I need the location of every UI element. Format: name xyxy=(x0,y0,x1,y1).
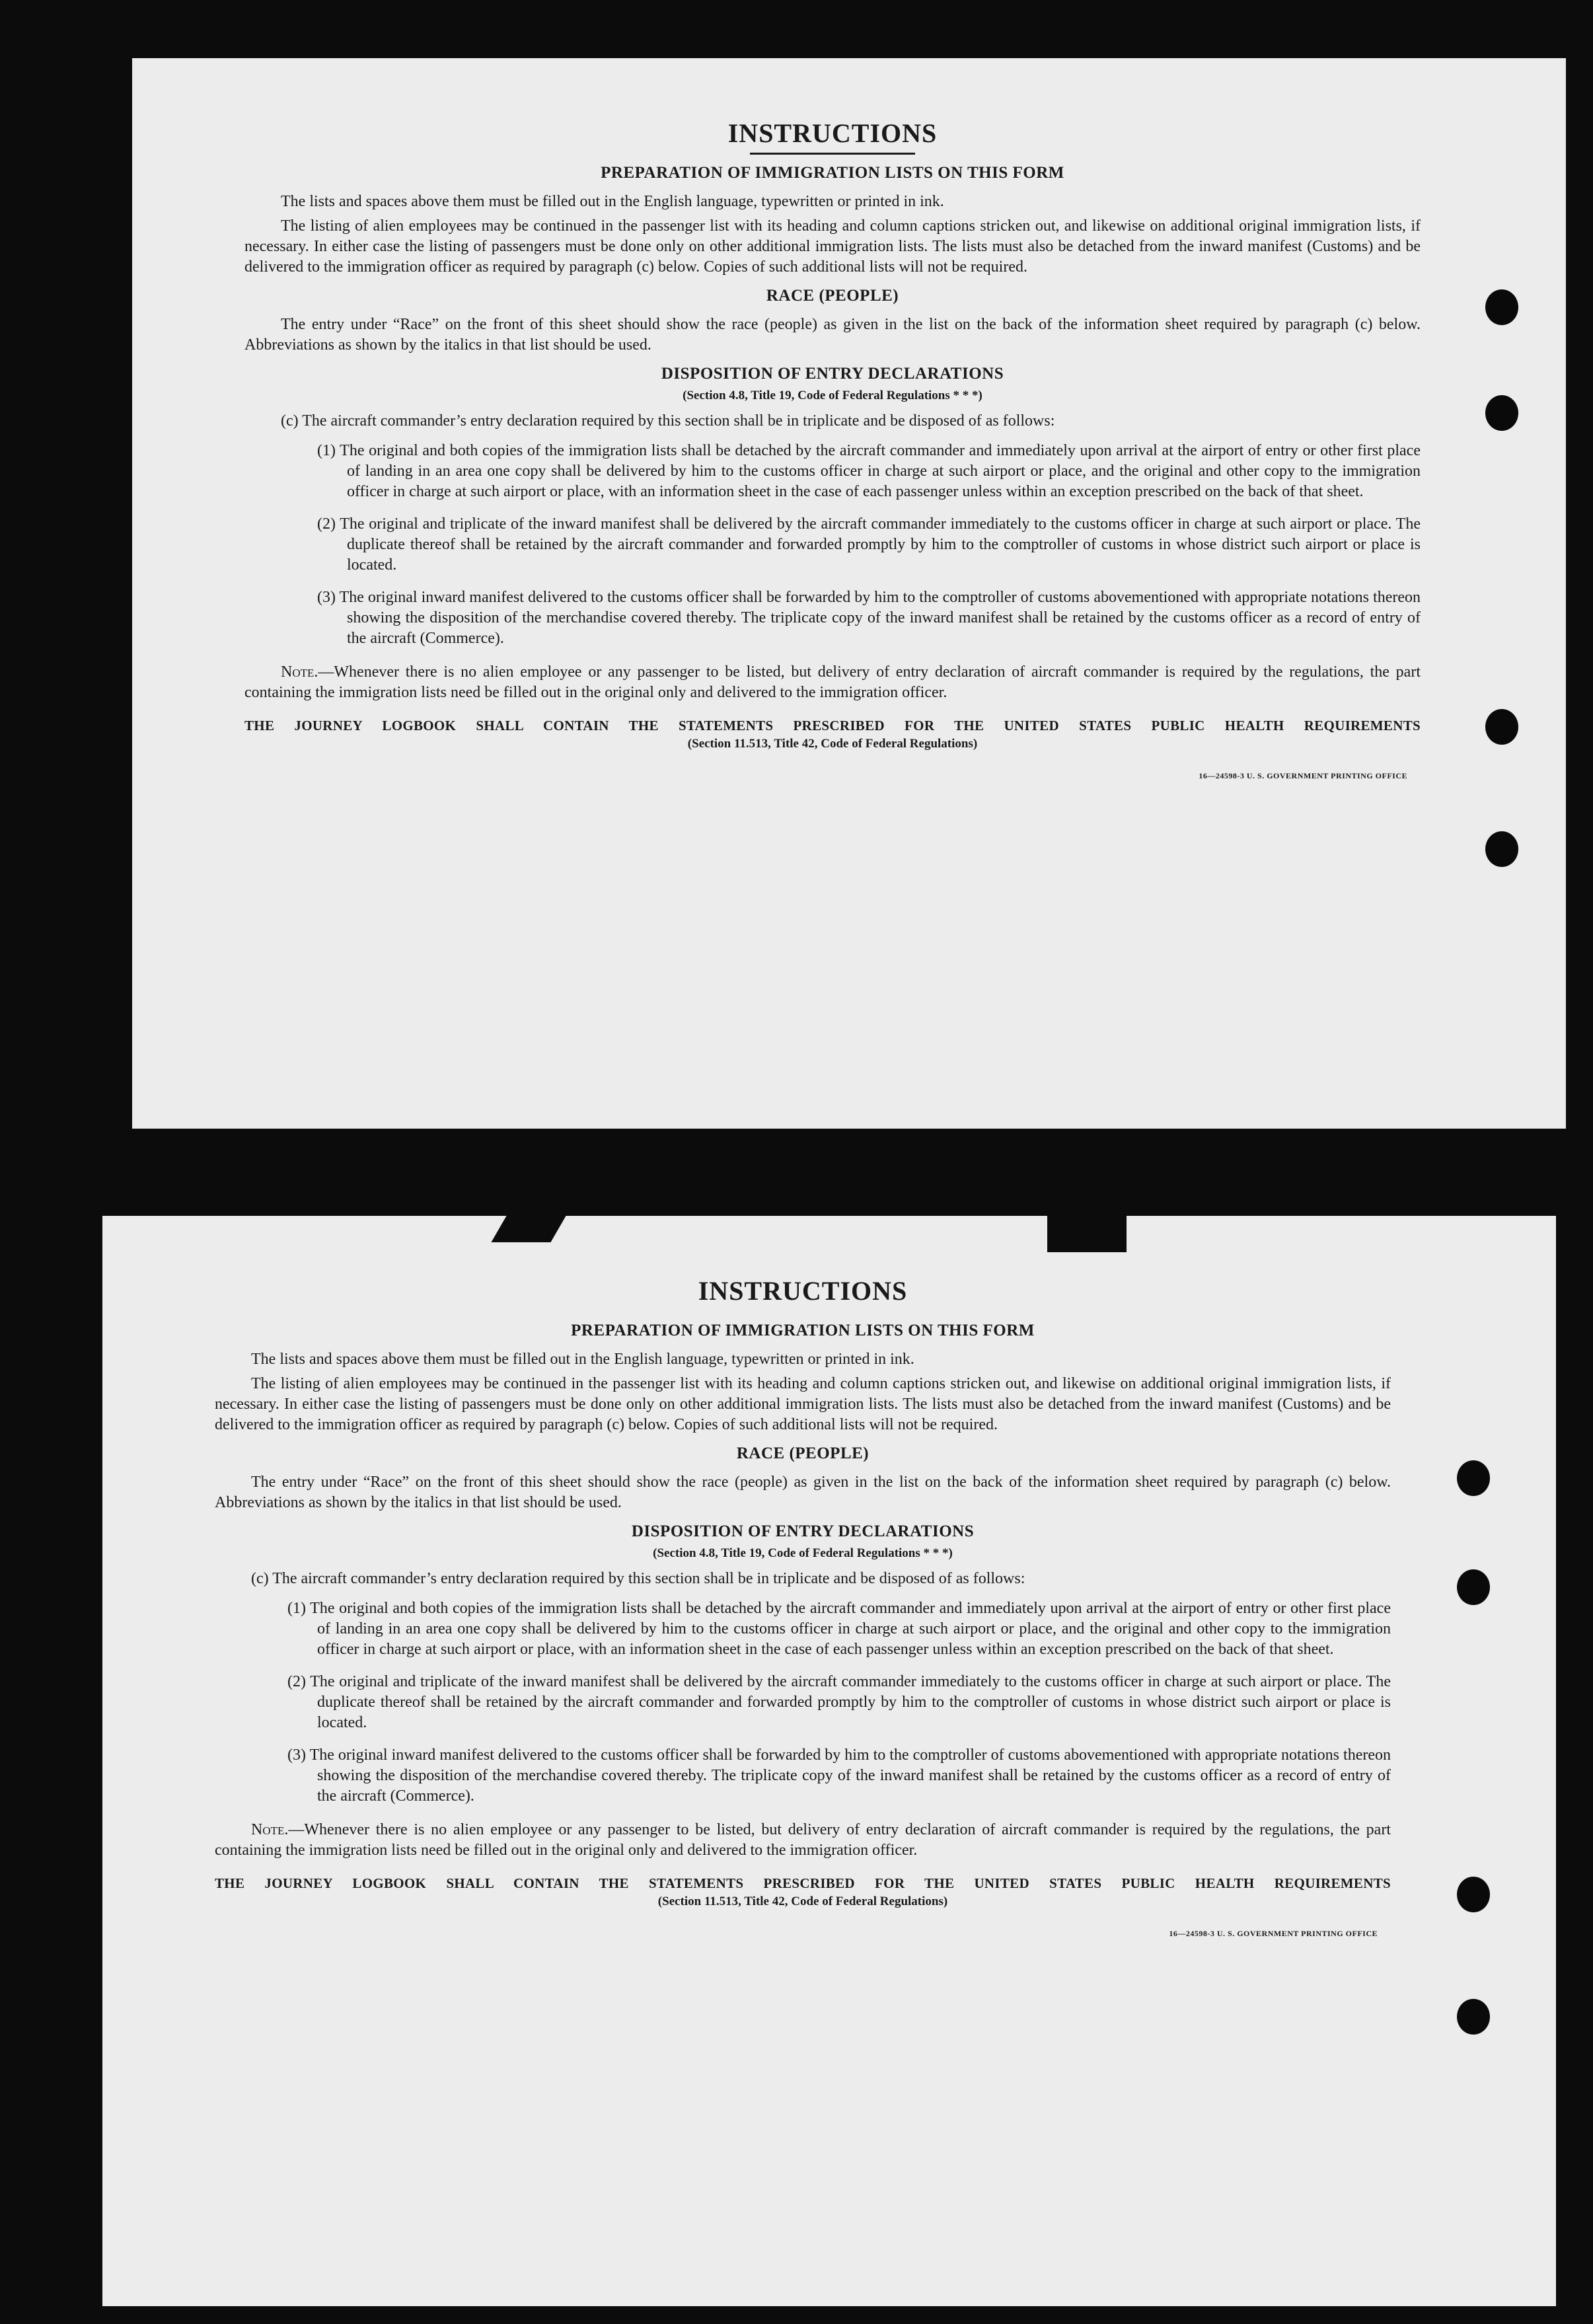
disposition-item-2: (2) The original and triplicate of the inward manifest shall be delivered by the aircraft commander immediately to the customs officer in charge at such airport or place. The duplicate thereof shall be retained by the aircraft commander and forwarded promptly by him to the comptroller of customs in whose district such airport or place is located. xyxy=(317,515,1421,574)
preparation-heading: PREPARATION OF IMMIGRATION LISTS ON THIS FORM xyxy=(601,164,1064,182)
punch-hole xyxy=(1457,1569,1490,1605)
instructions-body xyxy=(215,1275,1391,1939)
public-health-statement: THE JOURNEY LOGBOOK SHALL CONTAIN THE STATEMENTS PRESCRIBED FOR THE UNITED STATES PUBLIC HEALTH REQUIREMENTS xyxy=(215,1875,1391,1891)
note-text: —Whenever there is no alien employee or any passenger to be listed, but delivery of entry declaration of aircraft commander is required by the regulations, the part containing the immigration lists need be filled out in the original only and delivered to the immigration officer. xyxy=(244,663,1421,701)
printer-imprint: 16—24598-3 U. S. GOVERNMENT PRINTING OFFICE xyxy=(1169,1929,1378,1938)
public-health-reference: (Section 11.513, Title 42, Code of Federal Regulations) xyxy=(687,737,978,751)
disposition-heading: DISPOSITION OF ENTRY DECLARATIONS xyxy=(661,365,1004,383)
instructions-title: INSTRUCTIONS xyxy=(698,1276,908,1306)
note-paragraph xyxy=(244,662,1421,703)
disposition-reference: (Section 4.8, Title 19, Code of Federal Regulations * * *) xyxy=(683,389,982,402)
note-paragraph xyxy=(215,1820,1391,1861)
disposition-item-1: (1) The original and both copies of the immigration lists shall be detached by the aircraft commander and immediately upon arrival at the airport of entry or other first place of landing in an area one copy shall be delivered by him to the customs officer in charge at such airport or place, and the original and other copy to the immigration officer in charge at such airport or place, with an information sheet in the case of each passenger unless within an exception prescribed on the back of that sheet. xyxy=(287,1600,1391,1658)
title-underline xyxy=(750,153,915,155)
preparation-paragraph-1: The lists and spaces above them must be filled out in the English language, typewritten or printed in ink. xyxy=(251,1351,914,1368)
public-health-statement: THE JOURNEY LOGBOOK SHALL CONTAIN THE STATEMENTS PRESCRIBED FOR THE UNITED STATES PUBLIC HEALTH REQUIREMENTS xyxy=(244,718,1421,733)
note-label: Note. xyxy=(251,1821,289,1838)
punch-hole xyxy=(1485,709,1518,745)
race-paragraph: The entry under “Race” on the front of this sheet should show the race (people) as given in the list on the back of the information sheet required by paragraph (c) below. Abbreviations as shown by the italics in that list should be used. xyxy=(244,316,1421,354)
document-sheet-bottom xyxy=(102,1216,1556,2306)
punch-hole xyxy=(1457,1460,1490,1496)
instructions-title: INSTRUCTIONS xyxy=(727,118,938,148)
disposition-item-1: (1) The original and both copies of the immigration lists shall be detached by the aircraft commander and immediately upon arrival at the airport of entry or other first place of landing in an area one copy shall be delivered by him to the customs officer in charge at such airport or place, and the original and other copy to the immigration officer in charge at such airport or place, with an information sheet in the case of each passenger unless within an exception prescribed on the back of that sheet. xyxy=(317,442,1421,500)
preparation-paragraph-2: The listing of alien employees may be continued in the passenger list with its heading and column captions stricken out, and likewise on additional original immigration lists, if necessary. In either case the listing of passengers must be done only on other additional immigration lists. The lists must also be detached from the inward manifest (Customs) and be delivered to the immigration officer as required by paragraph (c) below. Copies of such additional lists will not be required. xyxy=(215,1375,1391,1433)
title-underline xyxy=(720,1310,885,1312)
torn-edge xyxy=(1047,1216,1127,1252)
race-paragraph: The entry under “Race” on the front of this sheet should show the race (people) as given in the list on the back of the information sheet required by paragraph (c) below. Abbreviations as shown by the italics in that list should be used. xyxy=(215,1474,1391,1511)
disposition-heading: DISPOSITION OF ENTRY DECLARATIONS xyxy=(631,1522,975,1540)
disposition-item-2: (2) The original and triplicate of the inward manifest shall be delivered by the aircraft commander immediately to the customs officer in charge at such airport or place. The duplicate thereof shall be retained by the aircraft commander and forwarded promptly by him to the comptroller of customs in whose district such airport or place is located. xyxy=(287,1673,1391,1731)
disposition-reference: (Section 4.8, Title 19, Code of Federal Regulations * * *) xyxy=(653,1546,953,1560)
torn-edge xyxy=(491,1216,566,1242)
disposition-item-3: (3) The original inward manifest delivered to the customs officer shall be forwarded by him to the comptroller of customs abovementioned with appropriate notations thereon showing the disposition of the merchandise covered thereby. The triplicate copy of the inward manifest shall be retained by the customs officer as a record of entry of the aircraft (Commerce). xyxy=(287,1746,1391,1805)
note-label: Note. xyxy=(281,663,318,681)
preparation-paragraph-2: The listing of alien employees may be continued in the passenger list with its heading and column captions stricken out, and likewise on additional original immigration lists, if necessary. In either case the listing of passengers must be done only on other additional immigration lists. The lists must also be detached from the inward manifest (Customs) and be delivered to the immigration officer as required by paragraph (c) below. Copies of such additional lists will not be required. xyxy=(244,217,1421,276)
document-sheet-top xyxy=(132,58,1566,1129)
punch-hole xyxy=(1485,289,1518,325)
punch-hole xyxy=(1485,395,1518,431)
punch-hole xyxy=(1457,1999,1490,2035)
disposition-item-3: (3) The original inward manifest delivered to the customs officer shall be forwarded by him to the comptroller of customs abovementioned with appropriate notations thereon showing the disposition of the merchandise covered thereby. The triplicate copy of the inward manifest shall be retained by the customs officer as a record of entry of the aircraft (Commerce). xyxy=(317,589,1421,647)
note-text: —Whenever there is no alien employee or any passenger to be listed, but delivery of entry declaration of aircraft commander is required by the regulations, the part containing the immigration lists need be filled out in the original only and delivered to the immigration officer. xyxy=(215,1821,1391,1859)
race-heading: RACE (PEOPLE) xyxy=(766,287,899,305)
punch-hole xyxy=(1485,831,1518,867)
punch-hole xyxy=(1457,1877,1490,1912)
instructions-body xyxy=(244,118,1421,781)
disposition-intro: (c) The aircraft commander’s entry declaration required by this section shall be in triplicate and be disposed of as follows: xyxy=(251,1570,1025,1587)
printer-imprint: 16—24598-3 U. S. GOVERNMENT PRINTING OFFICE xyxy=(1199,771,1407,780)
race-heading: RACE (PEOPLE) xyxy=(736,1444,870,1462)
disposition-intro: (c) The aircraft commander’s entry declaration required by this section shall be in triplicate and be disposed of as follows: xyxy=(281,412,1055,430)
preparation-heading: PREPARATION OF IMMIGRATION LISTS ON THIS FORM xyxy=(571,1322,1035,1339)
preparation-paragraph-1: The lists and spaces above them must be filled out in the English language, typewritten or printed in ink. xyxy=(281,193,944,210)
public-health-reference: (Section 11.513, Title 42, Code of Federal Regulations) xyxy=(657,1894,948,1908)
